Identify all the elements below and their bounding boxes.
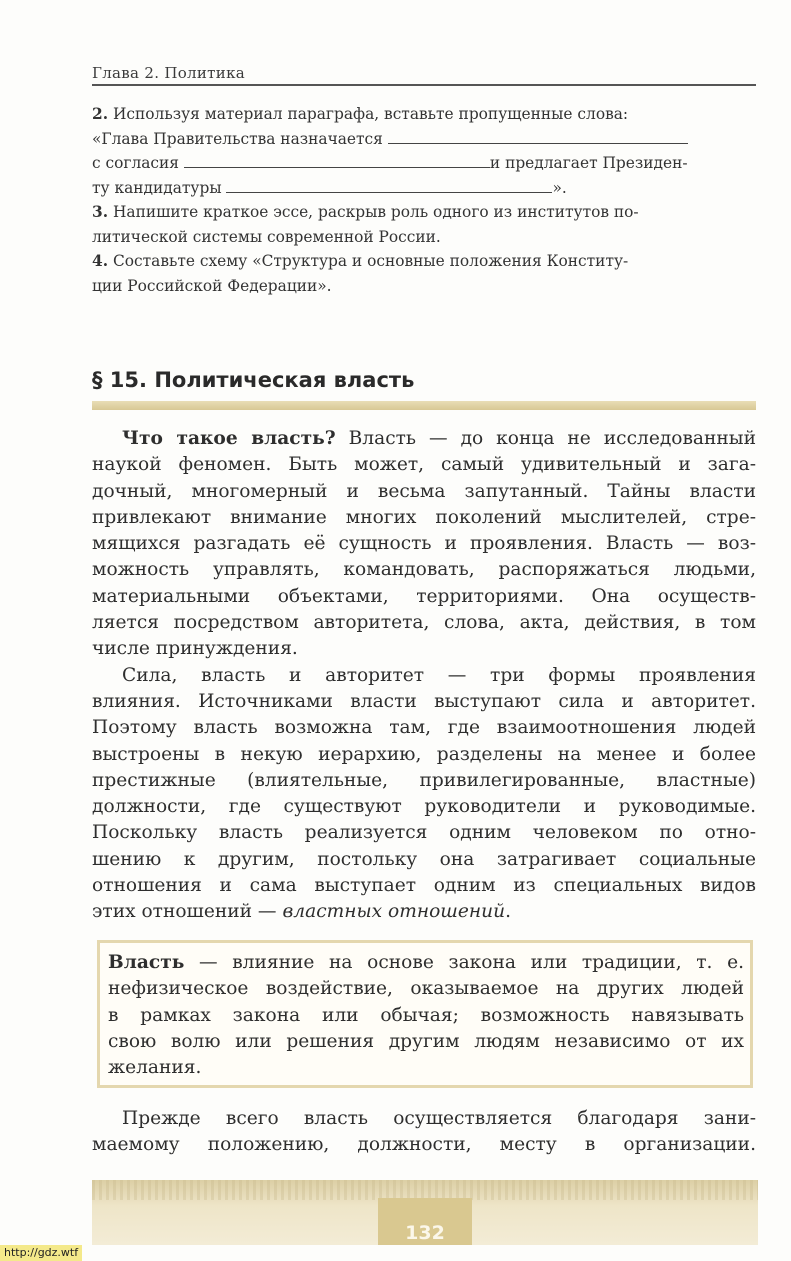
text-line: привлекают внимание многих поколений мыслителей, стре- [92,506,756,528]
text-line: шению к другим, постольку она затрагивает социальные [92,848,756,870]
text-line: маемому положению, должности, месту в организации. [92,1134,756,1156]
blank-field [388,129,688,144]
text-line: ляется посредством авторитета, слова, акта, действия, в том [92,612,756,634]
text-line: можность управлять, командовать, распоряжаться людьми, [92,559,756,581]
definition-line: желания. [108,1057,202,1079]
text-line: должности, где существуют руководители и руководимые. [92,796,756,818]
task-4-line-1: 4. Составьте схему «Структура и основные положения Конститу- [92,252,629,270]
task-3-line-1: 3. Напишите краткое эссе, раскрыв роль одного из институтов по- [92,203,639,221]
text-line: Сила, власть и авторитет — три формы проявления [122,664,756,686]
watermark-link[interactable]: http://gdz.wtf [0,1245,82,1261]
definition-line: свою волю или решения другим людям независимо от их [108,1030,744,1052]
text-line: отношения и сама выступает одним из специальных видов [92,875,756,897]
footer-texture [92,1180,758,1200]
task-3-line-2: литической системы современной России. [92,227,441,246]
blank-field [184,153,490,168]
task-4-line-2: ции Российской Федерации». [92,276,332,295]
main-text [92,426,756,926]
chapter-header: Глава 2. Политика [92,64,245,82]
text-line: мящихся разгадать её сущность и проявления. Власть — воз- [92,533,756,555]
section-title: § 15. Политическая власть [92,368,415,392]
task-2-line-4: ту кандидатуры ». [92,178,567,197]
text-line: материальными объектами, территориями. Она осуществ- [92,585,756,607]
definition-line: в рамках закона или обычая; возможность навязывать [108,1004,744,1026]
emphasis-term: властных отношений [282,901,506,923]
task-2-line-2: «Глава Правительства назначается [92,127,756,152]
text-line: Что такое власть? Власть — до конца не исследованный [122,428,756,449]
text-line: дочный, многомерный и весьма запутанный. Тайны власти [92,480,756,502]
definition-line: Власть — влияние на основе закона или традиции, т. е. [108,952,744,973]
text-line: наукой феномен. Быть может, самый удивительный и зага- [92,454,756,476]
text-line: Поэтому власть возможна там, где взаимоотношения людей [92,717,756,739]
task-2-line-3: с согласия и предлагает Президен- [92,154,688,172]
blank-field [226,178,552,193]
definition-text [108,950,744,1081]
tasks-block [92,102,756,298]
text-line: Прежде всего власть осуществляется благодаря зани- [122,1108,756,1129]
text-line: этих отношений — властных отношений. [92,901,512,923]
text-line: числе принуждения. [92,638,298,660]
task-2-line-1: 2. Используя материал параграфа, вставьте пропущенные слова: [92,105,629,123]
definition-term: Власть [108,952,185,973]
header-rule [92,84,756,86]
text-line: влияния. Источниками власти выступают сила и авторитет. [92,690,756,712]
page-number: 132 [405,1222,445,1244]
text-line: престижные (влиятельные, привилегированные, властные) [92,769,756,791]
text-line: выстроены в некую иерархию, разделены на менее и более [92,743,756,765]
closing-text [92,1106,756,1159]
text-line: Поскольку власть реализуется одним человеком по отно- [92,822,756,844]
section-title-bar [92,401,756,410]
definition-line: нефизическое воздействие, оказываемое на других людей [108,978,744,1000]
